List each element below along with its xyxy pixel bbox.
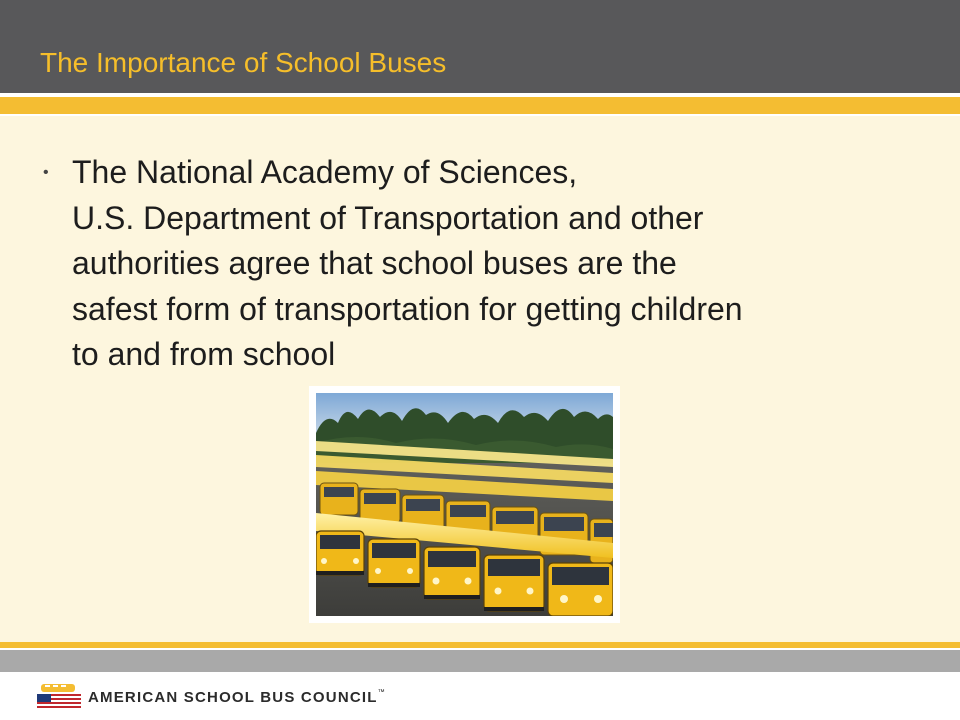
school-bus-flag-logo-icon xyxy=(37,684,81,708)
trademark-symbol: ™ xyxy=(377,689,385,696)
bullet-text xyxy=(72,150,902,378)
bullet-marker: • xyxy=(43,164,49,181)
bullet-line: The National Academy of Sciences, xyxy=(72,154,578,190)
accent-stripe-bottom xyxy=(0,642,960,648)
school-buses-photo-icon xyxy=(316,393,613,616)
bullet-line: authorities agree that school buses are the xyxy=(72,245,677,281)
bullet-line: U.S. Department of Transportation and other xyxy=(72,199,704,236)
school-buses-photo xyxy=(309,386,620,623)
accent-stripe-top xyxy=(0,97,960,114)
gray-band xyxy=(0,650,960,672)
bullet-line: safest form of transportation for getting children xyxy=(72,290,743,327)
organization-name: AMERICAN SCHOOL BUS COUNCIL™ xyxy=(88,689,385,706)
slide-title: The Importance of School Buses xyxy=(40,47,447,78)
bullet-line: to and from school xyxy=(72,336,336,372)
